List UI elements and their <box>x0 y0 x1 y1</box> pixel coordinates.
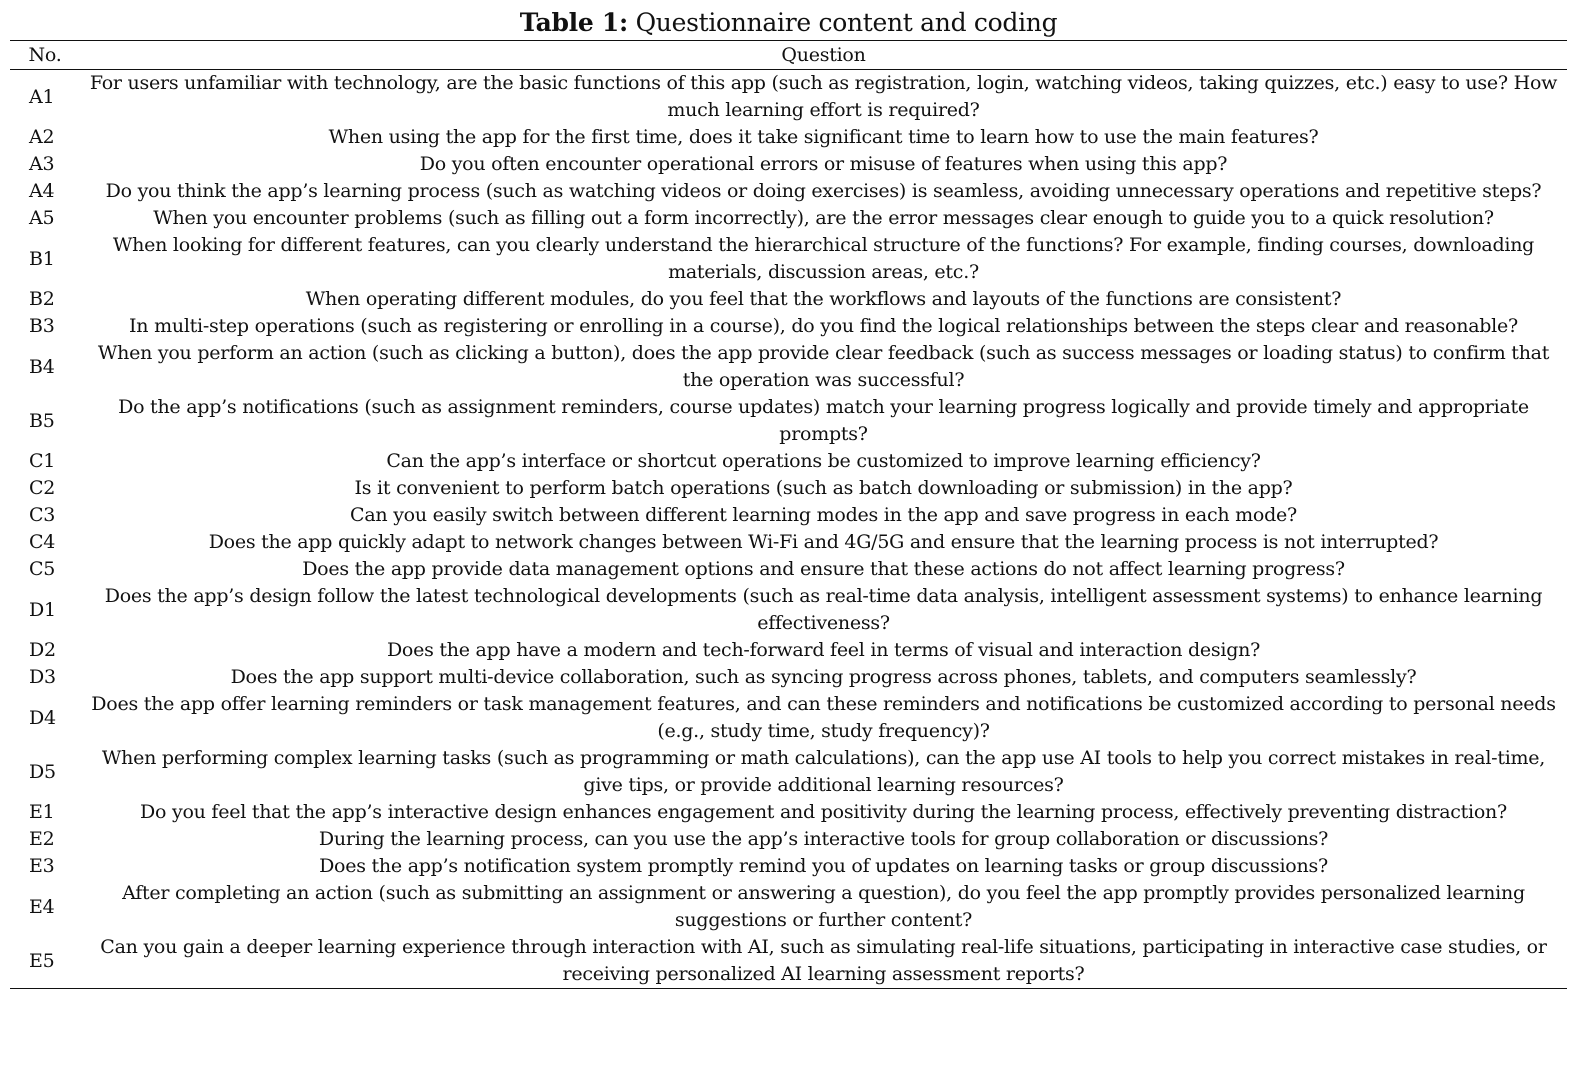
row-code: B4 <box>29 355 55 378</box>
row-question: Is it convenient to perform batch operations (such as batch downloading or submission) in the app? <box>354 477 1293 499</box>
row-question: When operating different modules, do you feel that the workflows and layouts of the functions are consistent? <box>305 288 1342 310</box>
table-body <box>10 70 1567 989</box>
row-code: D2 <box>29 639 56 661</box>
header-no: No. <box>28 44 62 66</box>
row-question: When you perform an action (such as clicking a button), does the app provide clear feedback (such as success messages or loading status) to confirm that the operation was successful? <box>97 342 1550 391</box>
row-question: After completing an action (such as submitting an assignment or answering a question), do you feel the app promptly provides personalized learning suggestions or further content? <box>122 882 1525 931</box>
row-code: C2 <box>29 477 56 499</box>
row-question: When looking for different features, can you clearly understand the hierarchical structure of the functions? For example, finding courses, downloading materials, discussion areas, etc.? <box>112 234 1535 283</box>
row-question: Do you often encounter operational errors or misuse of features when using this app? <box>419 153 1228 175</box>
table-row <box>10 70 1567 125</box>
row-question: Does the app have a modern and tech-forward feel in terms of visual and interaction design? <box>386 639 1261 661</box>
row-question: For users unfamiliar with technology, are the basic functions of this app (such as registration, login, watching videos, taking quizzes, etc.) easy to use? How much learning effort is required? <box>89 72 1558 121</box>
table-row <box>10 880 1567 934</box>
table-caption-title: Questionnaire content and coding <box>635 8 1058 37</box>
table-row <box>10 799 1567 826</box>
table-caption-label: Table 1: <box>519 8 628 37</box>
table-row <box>10 637 1567 664</box>
row-question: When performing complex learning tasks (such as programming or math calculations), can the app use AI tools to help you correct mistakes in real-time, give tips, or provide additional learning resources? <box>101 747 1546 796</box>
row-question: Do you feel that the app’s interactive design enhances engagement and positivity during the learning process, effectively preventing distraction? <box>140 801 1507 823</box>
row-question: Does the app offer learning reminders or task management features, and can these reminders and notifications be customized according to personal needs (e.g., study time, study frequency)? <box>91 693 1556 742</box>
row-code: D3 <box>29 666 56 688</box>
table-row <box>10 178 1567 205</box>
row-question: During the learning process, can you use the app’s interactive tools for group collaboration or discussions? <box>318 828 1329 850</box>
row-code: B1 <box>29 247 55 270</box>
row-question: When you encounter problems (such as filling out a form incorrectly), are the error messages clear enough to guide you to a quick resolution? <box>153 207 1494 229</box>
row-question: Can you gain a deeper learning experience through interaction with AI, such as simulating real-life situations, participating in interactive case studies, or receiving personalized AI learning assessment reports? <box>100 936 1547 985</box>
row-code: A5 <box>29 207 55 229</box>
row-code: C1 <box>29 450 56 472</box>
header-question: Question <box>781 44 866 66</box>
row-code: B3 <box>29 315 55 337</box>
row-question: Does the app quickly adapt to network changes between Wi-Fi and 4G/5G and ensure that the learning process is not interrupted? <box>208 531 1439 553</box>
row-code: A1 <box>29 85 55 108</box>
table-row <box>10 340 1567 394</box>
row-code: D1 <box>29 598 56 621</box>
table-row <box>10 826 1567 853</box>
row-question: In multi-step operations (such as registering or enrolling in a course), do you find the logical relationships between the steps clear and reasonable? <box>129 315 1518 337</box>
table-row <box>10 205 1567 232</box>
table-row <box>10 745 1567 799</box>
row-code: A4 <box>29 180 55 202</box>
table-row <box>10 529 1567 556</box>
row-code: A2 <box>29 126 55 148</box>
table-row <box>10 583 1567 637</box>
row-code: E4 <box>29 895 55 918</box>
table-row <box>10 232 1567 286</box>
table-row <box>10 448 1567 475</box>
table-caption <box>10 8 1567 38</box>
row-code: B5 <box>29 409 55 432</box>
table-row <box>10 664 1567 691</box>
table-header-row <box>10 41 1567 70</box>
table-row <box>10 475 1567 502</box>
table-row <box>10 313 1567 340</box>
table-header <box>10 41 1567 70</box>
table-row <box>10 286 1567 313</box>
row-code: D5 <box>29 760 56 783</box>
row-question: Does the app’s notification system promptly remind you of updates on learning tasks or group discussions? <box>319 855 1328 877</box>
row-code: C3 <box>29 504 56 526</box>
row-question: Can the app’s interface or shortcut operations be customized to improve learning efficiency? <box>386 450 1261 472</box>
row-code: E1 <box>29 801 55 823</box>
row-question: Do the app’s notifications (such as assignment reminders, course updates) match your learning progress logically and provide timely and appropriate prompts? <box>118 396 1529 445</box>
row-question: Can you easily switch between different learning modes in the app and save progress in each mode? <box>350 504 1297 526</box>
row-question: Do you think the app’s learning process (such as watching videos or doing exercises) is seamless, avoiding unnecessary operations and repetitive steps? <box>105 180 1542 202</box>
table-row <box>10 394 1567 448</box>
table-row <box>10 124 1567 151</box>
row-question: When using the app for the first time, does it take significant time to learn how to use the main features? <box>328 126 1319 148</box>
table-row <box>10 934 1567 989</box>
table-row <box>10 853 1567 880</box>
table-row <box>10 502 1567 529</box>
row-question: Does the app support multi-device collaboration, such as syncing progress across phones, tablets, and computers seamlessly? <box>230 666 1417 688</box>
row-question: Does the app provide data management options and ensure that these actions do not affect learning progress? <box>302 558 1345 580</box>
table-row <box>10 691 1567 745</box>
row-code: E5 <box>29 949 55 972</box>
table-row <box>10 556 1567 583</box>
row-code: A3 <box>29 153 55 175</box>
row-question: Does the app’s design follow the latest technological developments (such as real-time data analysis, intelligent assessment systems) to enhance learning effectiveness? <box>104 585 1543 634</box>
row-code: E3 <box>29 855 55 877</box>
row-code: B2 <box>29 288 55 310</box>
row-code: E2 <box>29 828 55 850</box>
row-code: C5 <box>29 558 56 580</box>
row-code: C4 <box>29 531 56 553</box>
table-row <box>10 151 1567 178</box>
questionnaire-table <box>10 40 1567 989</box>
row-code: D4 <box>29 706 56 729</box>
